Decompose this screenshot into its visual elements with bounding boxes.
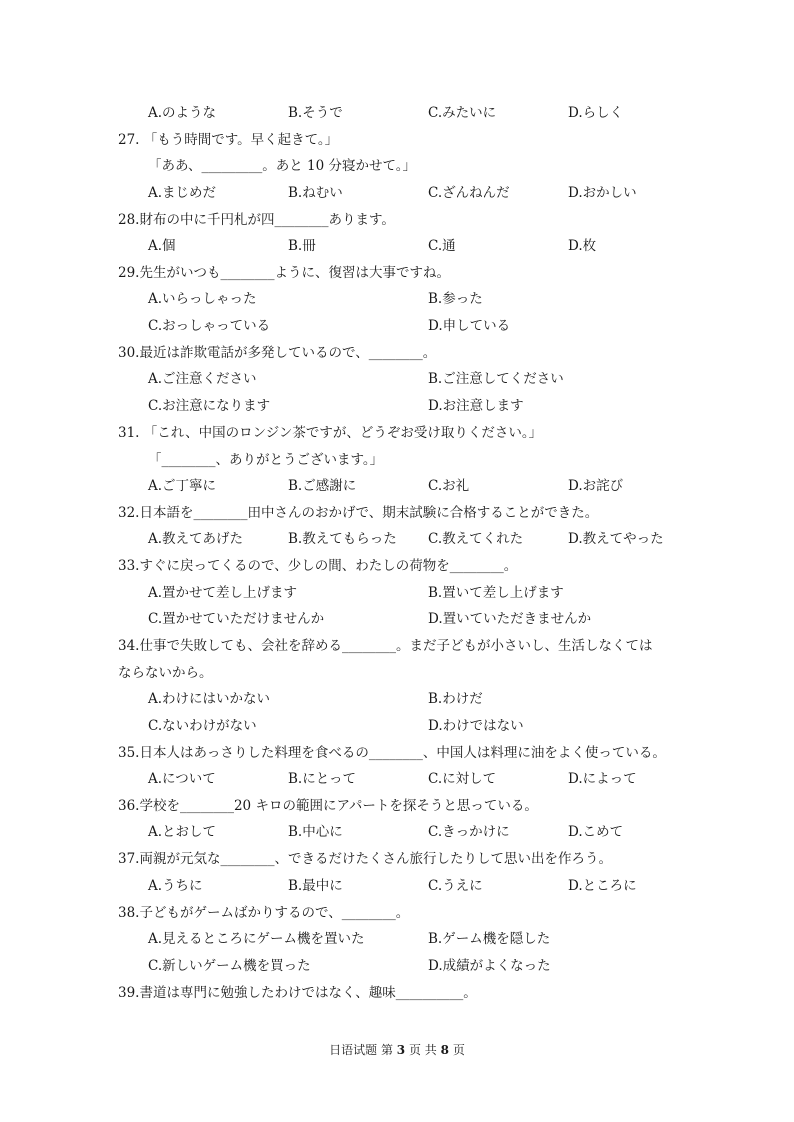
- q34-stem-continued: ならないから。: [118, 665, 213, 681]
- q34-option-c: C.ないわけがない: [148, 718, 257, 734]
- q27-stem: 27. 「もう時間です。早く起きて。」: [118, 132, 339, 148]
- q39-stem: 39.書道は専門に勉強したわけではなく、趣味__________。: [118, 985, 477, 1001]
- q31-stem: 31. 「これ、中国のロンジン茶ですが、どうぞお受け取りください。」: [118, 425, 543, 441]
- q34-option-a: A.わけにはいかない: [148, 691, 271, 707]
- q35-option-b: B.にとって: [288, 771, 356, 787]
- q37-option-c: C.うえに: [428, 878, 483, 894]
- q26-option-d: D.らしく: [568, 105, 624, 121]
- q28-option-d: D.枚: [568, 238, 597, 254]
- q36-stem: 36.学校を________20 キロの範囲にアパートを探そうと思っている。: [118, 798, 538, 814]
- q31-option-d: D.お詫び: [568, 478, 624, 494]
- q38-stem: 38.子どもがゲームばかりするので、________。: [118, 905, 410, 921]
- q26-option-c: C.みたいに: [428, 105, 497, 121]
- q30-option-b: B.ご注意してください: [428, 371, 564, 387]
- q35-stem: 35.日本人はあっさりした料理を食べるの________、中国人は料理に油をよく使っている。: [118, 745, 666, 761]
- q38-option-c: C.新しいゲーム機を買った: [148, 958, 311, 974]
- q37-stem: 37.両親が元気な________、できるだけたくさん旅行したりして思い出を作ろう。: [118, 851, 612, 867]
- footer-suffix: 页: [452, 1043, 465, 1057]
- q35-option-d: D.によって: [568, 771, 637, 787]
- q34-option-d: D.わけではない: [428, 718, 524, 734]
- q27-option-d: D.おかしい: [568, 185, 637, 201]
- q29-option-d: D.申している: [428, 318, 511, 334]
- q26-option-b: B.そうで: [288, 105, 343, 121]
- q38-option-d: D.成績がよくなった: [428, 958, 551, 974]
- page-footer: [0, 1042, 794, 1058]
- q26-option-a: A.のような: [148, 105, 217, 121]
- q31-option-c: C.お礼: [428, 478, 470, 494]
- q33-option-c: C.置かせていただけませんか: [148, 611, 325, 627]
- q33-option-a: A.置かせて差し上げます: [148, 585, 298, 601]
- q36-option-a: A.とおして: [148, 824, 217, 840]
- q38-option-a: A.見えるところにゲーム機を置いた: [148, 931, 365, 947]
- q32-option-c: C.教えてくれた: [428, 531, 524, 547]
- q33-option-b: B.置いて差し上げます: [428, 585, 564, 601]
- q30-option-a: A.ご注意ください: [148, 371, 257, 387]
- footer-total-pages: 8: [440, 1043, 449, 1057]
- q36-option-b: B.中心に: [288, 824, 343, 840]
- q32-stem: 32.日本語を________田中さんのおかげで、期末試験に合格することができた。: [118, 505, 599, 521]
- footer-middle: 页 共: [408, 1043, 437, 1057]
- q33-option-d: D.置いていただきませんか: [428, 611, 592, 627]
- footer-prefix: 日语试题 第: [329, 1043, 393, 1057]
- q32-option-b: B.教えてもらった: [288, 531, 397, 547]
- q29-stem: 29.先生がいつも________ように、復習は大事ですね。: [118, 265, 450, 281]
- q33-stem: 33.すぐに戻ってくるので、少しの間、わたしの荷物を________。: [118, 558, 518, 574]
- q27-option-b: B.ねむい: [288, 185, 343, 201]
- q35-option-a: A.について: [148, 771, 216, 787]
- q30-option-d: D.お注意します: [428, 398, 524, 414]
- q31-option-a: A.ご丁寧に: [148, 478, 217, 494]
- q30-option-c: C.お注意になります: [148, 398, 271, 414]
- q31-stem-reply: 「________、ありがとうございます。」: [148, 452, 384, 468]
- q37-option-a: A.うちに: [148, 878, 203, 894]
- q30-stem: 30.最近は詐欺電話が多発しているので、________。: [118, 345, 437, 361]
- q37-option-d: D.ところに: [568, 878, 637, 894]
- q29-option-c: C.おっしゃっている: [148, 318, 271, 334]
- q27-option-c: C.ざんねんだ: [428, 185, 510, 201]
- q34-stem: 34.仕事で失敗しても、会社を辞める________。まだ子どもが小さいし、生活しなくては: [118, 638, 653, 654]
- q37-option-b: B.最中に: [288, 878, 343, 894]
- q36-option-d: D.こめて: [568, 824, 624, 840]
- q31-option-b: B.ご感謝に: [288, 478, 357, 494]
- q38-option-b: B.ゲーム機を隠した: [428, 931, 551, 947]
- q35-option-c: C.に対して: [428, 771, 497, 787]
- q28-option-b: B.冊: [288, 238, 316, 254]
- q28-option-a: A.個: [148, 238, 176, 254]
- footer-page-number: 3: [396, 1043, 406, 1057]
- q28-stem: 28.財布の中に千円札が四________あります。: [118, 212, 395, 228]
- q32-option-a: A.教えてあげた: [148, 531, 244, 547]
- q28-option-c: C.通: [428, 238, 456, 254]
- q29-option-a: A.いらっしゃった: [148, 291, 257, 307]
- q34-option-b: B.わけだ: [428, 691, 483, 707]
- q27-stem-reply: 「ああ、_________。あと 10 分寝かせて。」: [148, 158, 416, 174]
- q32-option-d: D.教えてやった: [568, 531, 664, 547]
- q29-option-b: B.参った: [428, 291, 483, 307]
- q27-option-a: A.まじめだ: [148, 185, 217, 201]
- q36-option-c: C.きっかけに: [428, 824, 510, 840]
